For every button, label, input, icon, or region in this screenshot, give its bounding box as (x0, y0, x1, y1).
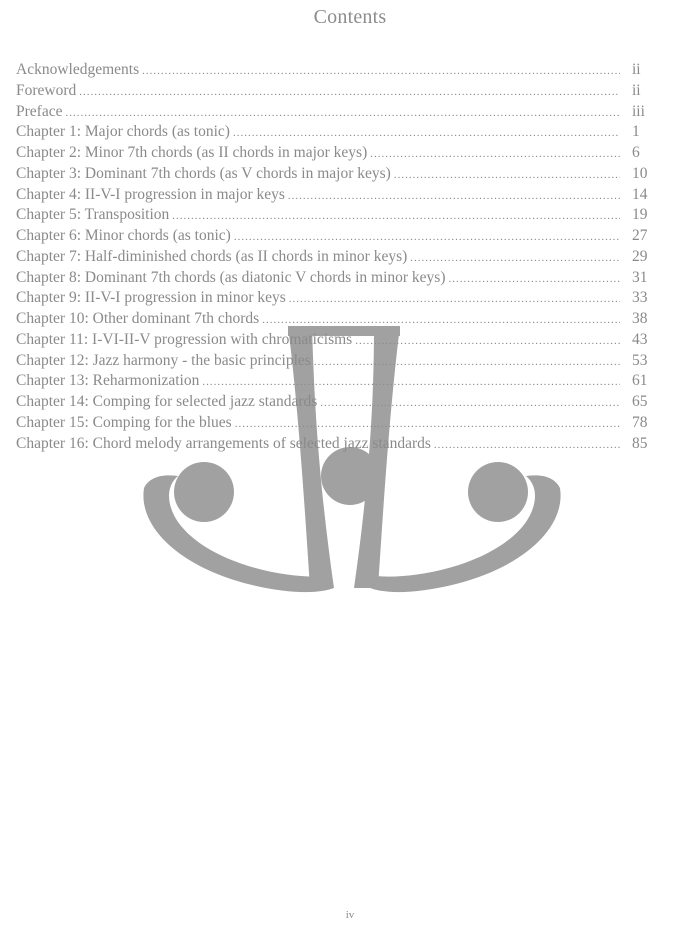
toc-entry[interactable] (16, 247, 662, 268)
page-number: iv (345, 909, 355, 921)
toc-dot-leader (370, 144, 620, 165)
toc-entry-label: Chapter 11: I-VI-II-V progression with chromaticisms (16, 330, 353, 348)
toc-dot-leader (355, 331, 620, 352)
toc-dot-leader (448, 269, 620, 290)
toc-dot-leader (320, 393, 620, 414)
toc-entry-label: Chapter 9: II-V-I progression in minor keys (16, 289, 286, 307)
toc-entry[interactable] (16, 205, 662, 226)
toc-entry-label: Chapter 14: Comping for selected jazz standards (16, 393, 318, 410)
toc-entry-page: 1 (632, 123, 640, 141)
toc-entry[interactable] (16, 122, 662, 143)
toc-entry-label: Chapter 8: Dominant 7th chords (as diatonic V chords in minor keys) (16, 268, 446, 286)
toc-entry-page: 43 (632, 330, 648, 348)
toc-entry-label: Chapter 16: Chord melody arrangements of selected jazz standards (16, 434, 431, 452)
toc-entry-page: 33 (632, 289, 648, 307)
toc-dot-leader (142, 61, 620, 82)
toc-entry[interactable] (16, 351, 662, 372)
toc-entry-label: Chapter 6: Minor chords (as tonic) (16, 227, 231, 244)
toc-entry-page: 78 (632, 413, 648, 431)
toc-entry-label: Chapter 5: Transposition (16, 206, 170, 224)
toc-entry[interactable] (16, 143, 662, 164)
toc-entry-label: Chapter 7: Half-diminished chords (as II chords in minor keys) (16, 247, 408, 265)
toc-dot-leader (202, 372, 620, 393)
toc-entry-page: 29 (632, 247, 648, 265)
toc-entry-label: Chapter 13: Reharmonization (16, 372, 200, 390)
toc-entry[interactable] (16, 288, 662, 309)
toc-entry-label: Chapter 3: Dominant 7th chords (as V chords in major keys) (16, 164, 391, 182)
toc-entry-page: 65 (632, 393, 648, 410)
toc-entry-page: 6 (632, 144, 640, 161)
toc-dot-leader (289, 289, 620, 310)
toc-entry-label: Chapter 12: Jazz harmony - the basic principles (16, 351, 311, 369)
toc-dot-leader (288, 186, 620, 207)
toc-entry-page: 61 (632, 372, 648, 390)
toc-entry-page: 27 (632, 227, 648, 244)
toc-entry[interactable] (16, 81, 662, 102)
toc-dot-leader (234, 227, 620, 248)
table-of-contents (16, 60, 662, 454)
toc-entry-label: Preface (16, 102, 63, 120)
toc-entry-label: Chapter 1: Major chords (as tonic) (16, 123, 230, 141)
toc-entry-page: ii (632, 61, 641, 78)
page-title: Contents (313, 6, 387, 28)
toc-dot-leader (394, 165, 620, 186)
toc-entry-page: iii (632, 102, 645, 120)
toc-entry-label: Acknowledgements (16, 61, 140, 78)
toc-entry[interactable] (16, 226, 662, 247)
toc-entry[interactable] (16, 309, 662, 330)
toc-entry[interactable] (16, 413, 662, 434)
toc-dot-leader (262, 310, 620, 331)
toc-dot-leader (65, 103, 620, 124)
toc-dot-leader (410, 248, 620, 269)
toc-entry-label: Chapter 10: Other dominant 7th chords (16, 310, 260, 327)
toc-entry[interactable] (16, 392, 662, 413)
toc-entry[interactable] (16, 330, 662, 351)
toc-dot-leader (79, 82, 620, 103)
toc-entry[interactable] (16, 434, 662, 455)
toc-dot-leader (233, 123, 620, 144)
toc-entry-label: Foreword (16, 81, 77, 99)
toc-entry-page: 10 (632, 164, 648, 182)
toc-entry-page: 14 (632, 185, 648, 203)
toc-dot-leader (314, 352, 620, 373)
toc-entry-label: Chapter 4: II-V-I progression in major keys (16, 185, 285, 203)
toc-entry-label: Chapter 2: Minor 7th chords (as II chords in major keys) (16, 144, 368, 161)
toc-entry-page: 19 (632, 206, 648, 224)
toc-entry[interactable] (16, 164, 662, 185)
toc-dot-leader (172, 206, 620, 227)
toc-entry[interactable] (16, 185, 662, 206)
toc-entry-page: 38 (632, 310, 648, 327)
toc-entry-page: ii (632, 81, 641, 99)
toc-entry[interactable] (16, 268, 662, 289)
toc-entry-page: 85 (632, 434, 648, 452)
toc-dot-leader (434, 435, 620, 456)
toc-entry-page: 31 (632, 268, 648, 286)
toc-entry[interactable] (16, 371, 662, 392)
toc-dot-leader (235, 414, 620, 435)
toc-entry[interactable] (16, 102, 662, 123)
toc-entry-label: Chapter 15: Comping for the blues (16, 413, 232, 431)
toc-entry[interactable] (16, 60, 662, 81)
toc-entry-page: 53 (632, 351, 648, 369)
